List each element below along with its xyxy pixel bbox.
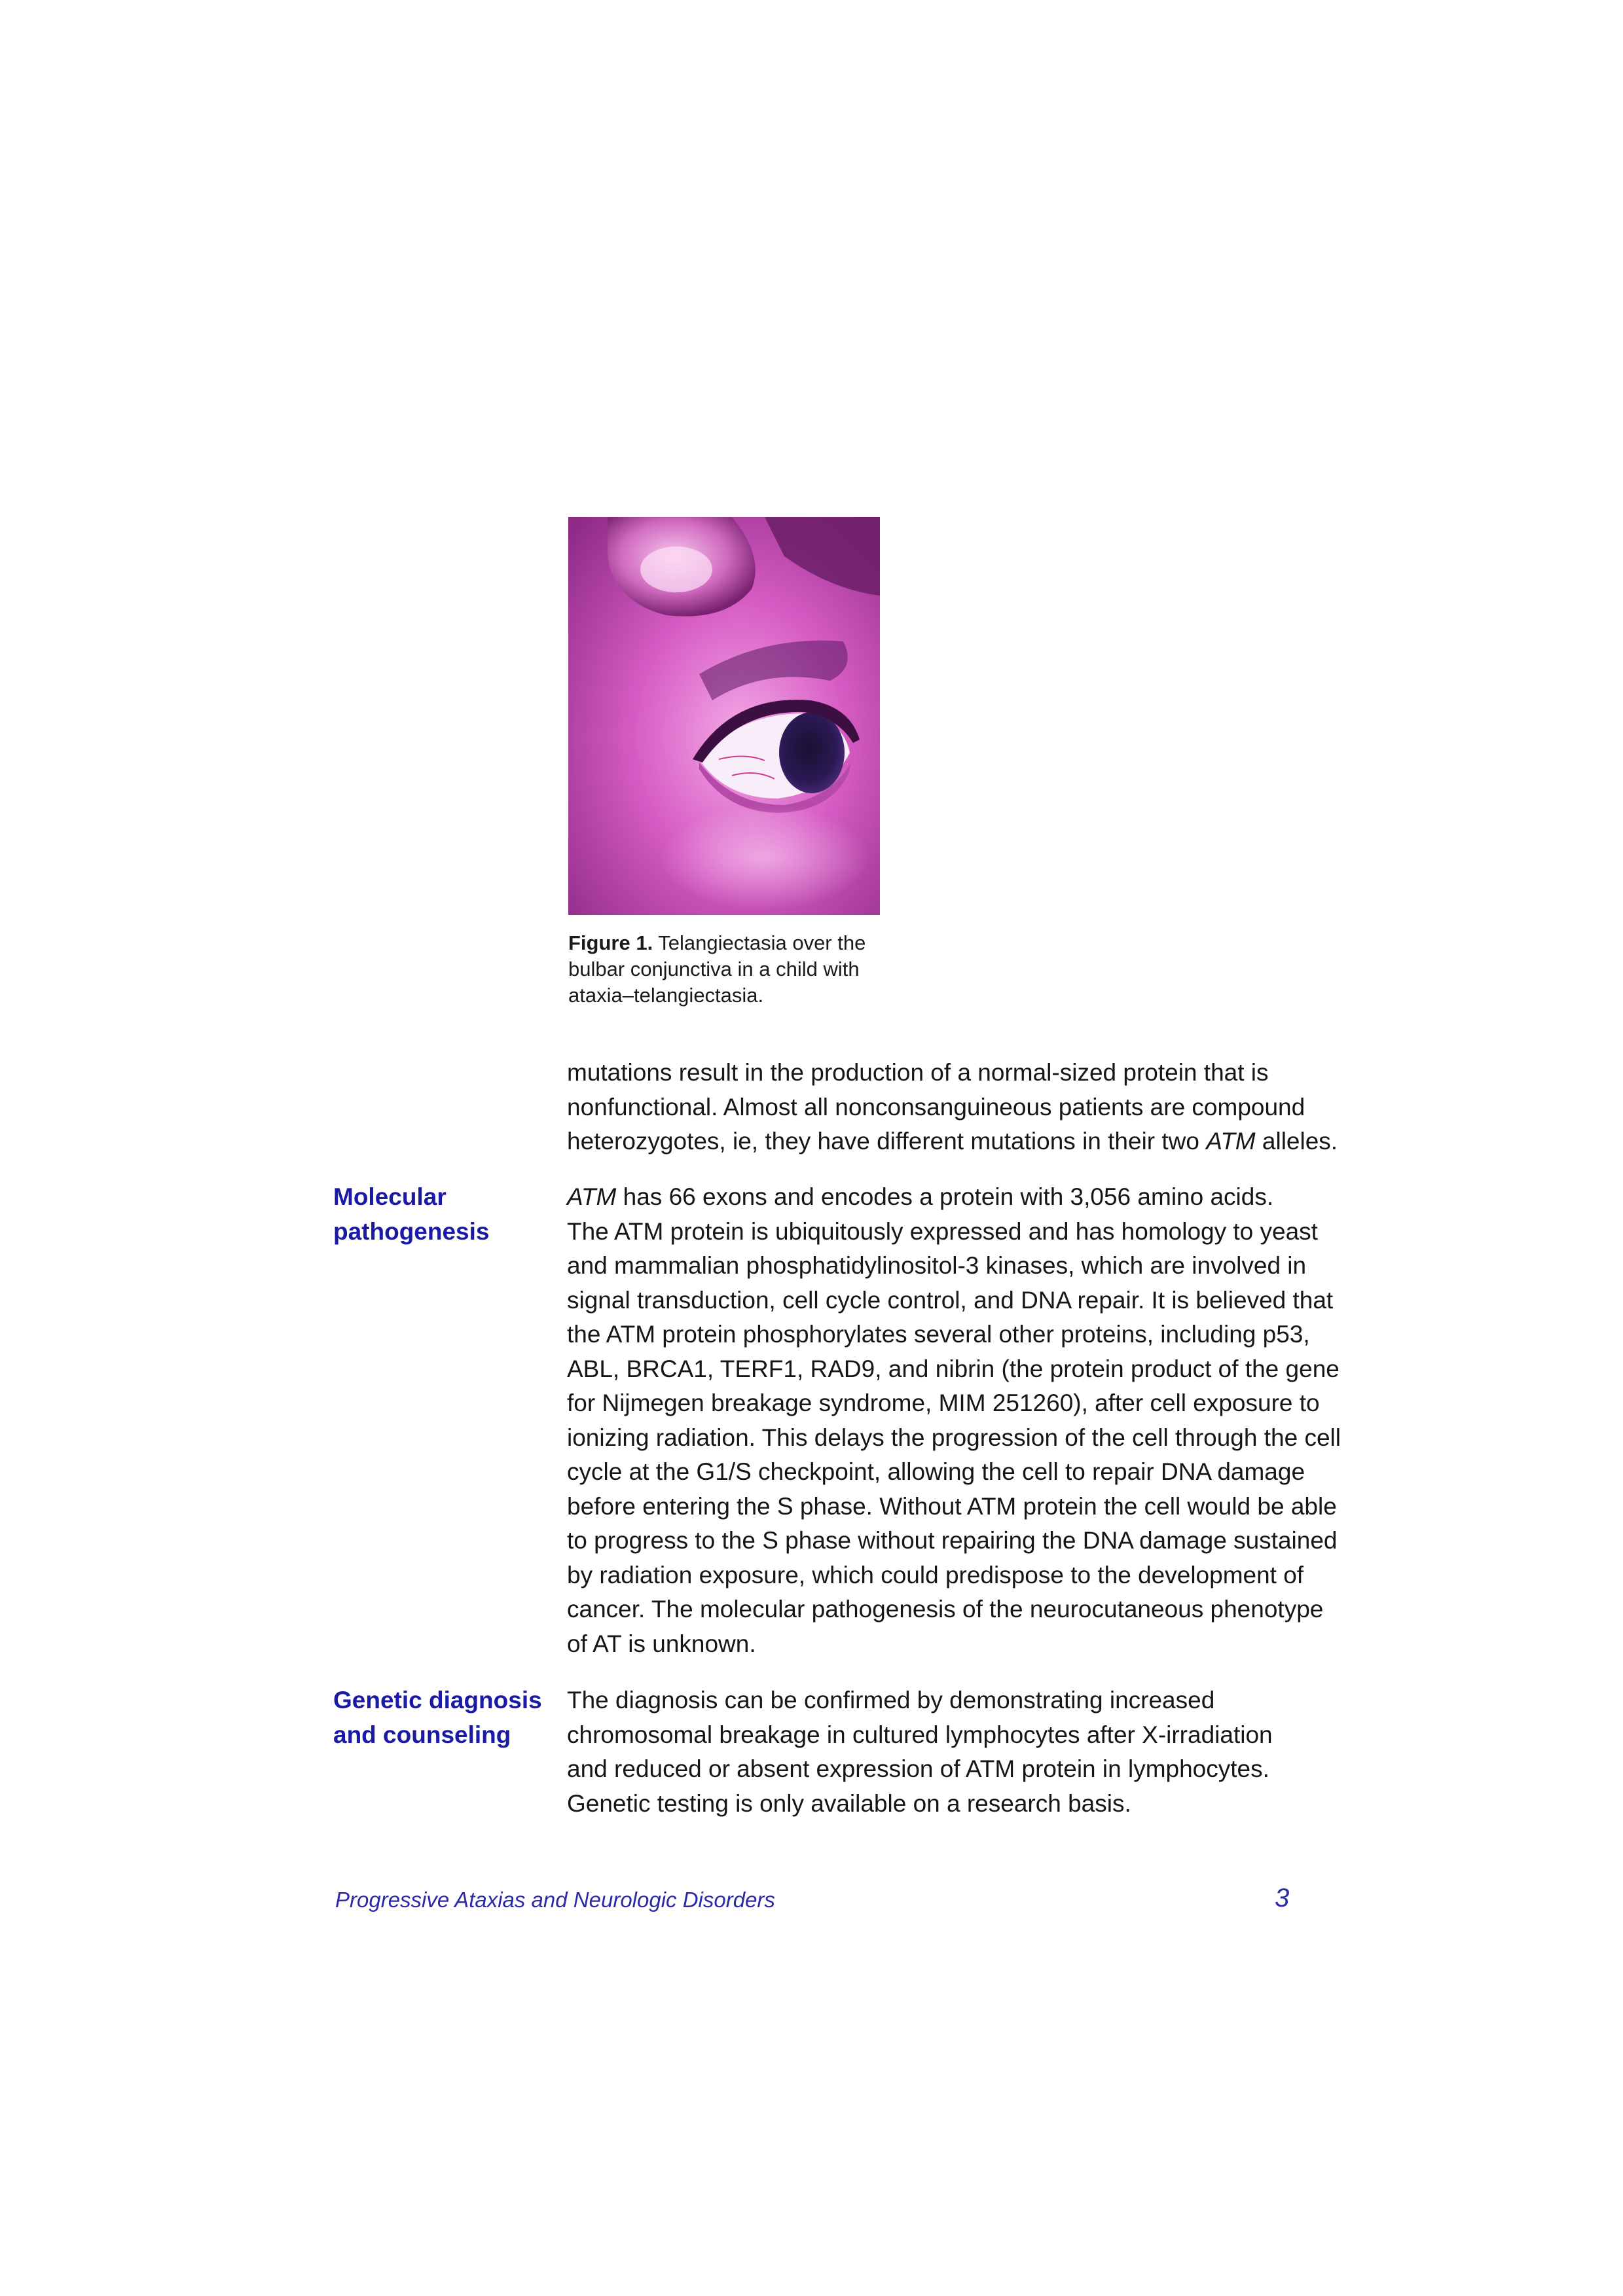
running-footer-title: Progressive Ataxias and Neurologic Disorders xyxy=(335,1888,775,1912)
paragraph-line: ionizing radiation. This delays the progression of the cell through the cell xyxy=(567,1424,1341,1451)
paragraph-line: the ATM protein phosphorylates several other proteins, including p53, xyxy=(567,1321,1310,1348)
gene-name-italic: ATM xyxy=(567,1183,617,1210)
genetic-diagnosis-paragraph xyxy=(567,1683,1320,1821)
heading-line: and counseling xyxy=(333,1721,511,1748)
paragraph-line: for Nijmegen breakage syndrome, MIM 251260), after cell exposure to xyxy=(567,1390,1320,1416)
section-heading-molecular-pathogenesis xyxy=(333,1180,556,1249)
paragraph-line: signal transduction, cell cycle control, and DNA repair. It is believed that xyxy=(567,1286,1334,1314)
paragraph-line: before entering the S phase. Without ATM protein the cell would be able xyxy=(567,1492,1337,1520)
text-run: has 66 exons and encodes a protein with 3,056 amino acids. xyxy=(616,1183,1274,1210)
paragraph-line: chromosomal breakage in cultured lymphocytes after X-irradiation xyxy=(567,1721,1273,1748)
paragraph-line xyxy=(567,1180,1320,1215)
paragraph-line: cancer. The molecular pathogenesis of the neurocutaneous phenotype xyxy=(567,1596,1324,1623)
heading-line: pathogenesis xyxy=(333,1217,490,1245)
paragraph-line: of AT is unknown. xyxy=(567,1630,756,1657)
figure-caption-line: bulbar conjunctiva in a child with xyxy=(568,958,860,980)
intro-paragraph xyxy=(567,1056,1338,1159)
page-number: 3 xyxy=(1275,1884,1290,1912)
figure-caption-line: ataxia–telangiectasia. xyxy=(568,984,764,1007)
paragraph-line: ABL, BRCA1, TERF1, RAD9, and nibrin (the protein product of the gene xyxy=(567,1355,1340,1382)
paragraph-line: by radiation exposure, which could predispose to the development of xyxy=(567,1561,1304,1588)
heading-line: Genetic diagnosis xyxy=(333,1687,542,1713)
paragraph-line: The diagnosis can be confirmed by demonstrating increased xyxy=(567,1687,1215,1713)
gene-name-italic: ATM xyxy=(1206,1128,1256,1155)
paragraph-line: and mammalian phosphatidylinositol-3 kinases, which are involved in xyxy=(567,1252,1307,1279)
paragraph-line: The ATM protein is ubiquitously expressed and has homology to yeast xyxy=(567,1217,1318,1245)
figure-photo-eye xyxy=(568,517,880,915)
paragraph-line: to progress to the S phase without repairing the DNA damage sustained xyxy=(567,1527,1338,1554)
paragraph-line: mutations result in the production of a normal-sized protein that is xyxy=(567,1059,1269,1086)
section-heading-genetic-diagnosis xyxy=(333,1683,556,1752)
text-run: alleles. xyxy=(1255,1128,1338,1155)
text-run: heterozygotes, ie, they have different mutations in their two xyxy=(567,1128,1207,1155)
figure-caption xyxy=(568,930,889,1009)
heading-line: Molecular xyxy=(333,1183,447,1210)
paragraph-line: and reduced or absent expression of ATM protein in lymphocytes. xyxy=(567,1755,1269,1782)
paragraph-line xyxy=(567,1124,1338,1159)
molecular-pathogenesis-paragraph xyxy=(567,1180,1341,1661)
figure-caption-line: Telangiectasia over the xyxy=(653,931,866,954)
paragraph-line: Genetic testing is only available on a research basis. xyxy=(567,1789,1131,1817)
paragraph-line: nonfunctional. Almost all nonconsanguineous patients are compound xyxy=(567,1093,1305,1121)
paragraph-line: cycle at the G1/S checkpoint, allowing the cell to repair DNA damage xyxy=(567,1458,1305,1485)
figure-label: Figure 1. xyxy=(568,931,653,954)
